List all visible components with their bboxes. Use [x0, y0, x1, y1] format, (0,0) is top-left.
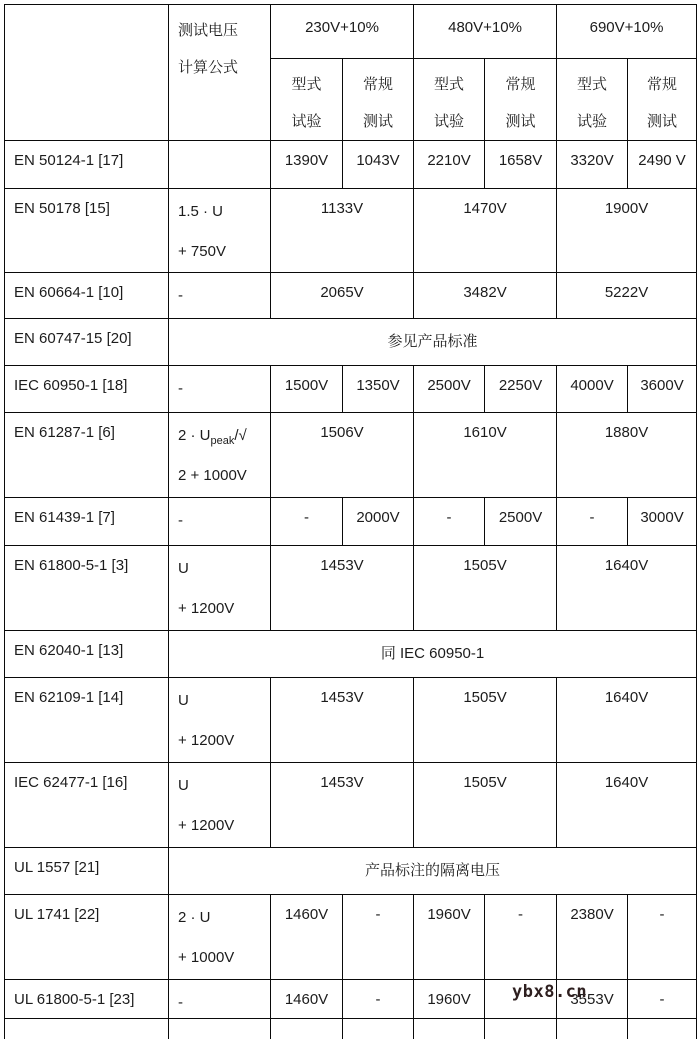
- standard-cell: EN 61439-1 [7]: [5, 498, 169, 546]
- table-row: [5, 319, 697, 366]
- value-cell: 1453V: [271, 763, 414, 848]
- cell-line: U: [178, 560, 189, 577]
- table-row: [5, 631, 697, 678]
- table-row: [5, 546, 697, 631]
- value-cell: 2250V: [485, 366, 557, 413]
- cell-line: U: [178, 777, 189, 794]
- cell-line: 型式: [434, 76, 465, 93]
- value-cell: 1390V: [271, 141, 343, 189]
- standard-cell: EN 60664-1 [10]: [5, 273, 169, 319]
- formula-cell: [169, 273, 271, 319]
- header-voltage-group: 230V+10%: [271, 5, 414, 59]
- formula-cell: [169, 895, 271, 980]
- value-cell: 1610V: [414, 413, 557, 498]
- cell-line: -: [178, 994, 183, 1011]
- cell-line: 型式: [577, 76, 608, 93]
- cell-line: 1.5 · U: [178, 203, 224, 220]
- value-cell: -: [343, 895, 414, 980]
- value-cell: 1043V: [343, 141, 414, 189]
- value-cell: 1460V: [271, 980, 343, 1019]
- table-row: [5, 895, 697, 980]
- value-cell: -: [628, 895, 697, 980]
- table-row: [5, 498, 697, 546]
- value-cell: 3482V: [414, 273, 557, 319]
- standard-cell: UL 1557 [21]: [5, 848, 169, 895]
- value-cell: 1133V: [271, 189, 414, 273]
- value-cell: 1640V: [557, 678, 697, 763]
- value-cell: 4000V: [557, 366, 628, 413]
- cell-line: 2 + 1000V: [178, 467, 247, 484]
- cell-line: -: [178, 287, 183, 304]
- table-row: [5, 413, 697, 498]
- header-corner: [5, 5, 169, 141]
- standard-cell: EN 62109-1 [14]: [5, 678, 169, 763]
- value-cell: 2065V: [271, 273, 414, 319]
- cell-line: 试验: [577, 113, 608, 130]
- cell-line: 试验: [434, 113, 465, 130]
- partial-cell: [343, 1019, 414, 1039]
- formula-cell: [169, 498, 271, 546]
- value-cell: 1658V: [485, 141, 557, 189]
- value-cell: 2500V: [414, 366, 485, 413]
- value-cell: 2380V: [557, 895, 628, 980]
- cell-line: 测试电压: [178, 22, 239, 39]
- standard-cell: EN 61287-1 [6]: [5, 413, 169, 498]
- table-row: [5, 763, 697, 848]
- value-cell: 2210V: [414, 141, 485, 189]
- header-subcolumn: [271, 59, 343, 141]
- standard-cell: EN 62040-1 [13]: [5, 631, 169, 678]
- partial-cell: [414, 1019, 485, 1039]
- formula-cell: [169, 678, 271, 763]
- header-voltage-group: 480V+10%: [414, 5, 557, 59]
- value-cell: 1505V: [414, 763, 557, 848]
- table-row: [5, 678, 697, 763]
- partial-row: [5, 1019, 697, 1039]
- value-cell: -: [628, 980, 697, 1019]
- table-body: [5, 141, 697, 1039]
- cell-line: -: [178, 380, 183, 397]
- table-row: [5, 273, 697, 319]
- value-cell: 2000V: [343, 498, 414, 546]
- value-cell: 1470V: [414, 189, 557, 273]
- merged-note-cell: 同 IEC 60950-1: [169, 631, 697, 678]
- formula-cell: [169, 980, 271, 1019]
- cell-line: + 1200V: [178, 600, 235, 617]
- table-row: [5, 189, 697, 273]
- cell-line: U: [178, 692, 189, 709]
- value-cell: 1640V: [557, 546, 697, 631]
- cell-line: + 1200V: [178, 732, 235, 749]
- value-cell: 2500V: [485, 498, 557, 546]
- partial-cell: [5, 1019, 169, 1039]
- formula-cell: [169, 413, 271, 498]
- voltage-table: [4, 4, 697, 1039]
- table-row: [5, 980, 697, 1019]
- cell-line: 测试: [505, 113, 536, 130]
- standard-cell: IEC 62477-1 [16]: [5, 763, 169, 848]
- value-cell: 1460V: [271, 895, 343, 980]
- value-cell: 3000V: [628, 498, 697, 546]
- formula-cell: [169, 366, 271, 413]
- standard-cell: EN 50124-1 [17]: [5, 141, 169, 189]
- header-subcolumn: [628, 59, 697, 141]
- cell-line: + 750V: [178, 243, 226, 260]
- standard-cell: EN 60747-15 [20]: [5, 319, 169, 366]
- value-cell: 1350V: [343, 366, 414, 413]
- cell-line: + 1200V: [178, 817, 235, 834]
- header-voltage-group: 690V+10%: [557, 5, 697, 59]
- standard-cell: UL 1741 [22]: [5, 895, 169, 980]
- header-formula-column: [169, 5, 271, 141]
- table-row: [5, 848, 697, 895]
- standard-cell: EN 61800-5-1 [3]: [5, 546, 169, 631]
- table-row: [5, 366, 697, 413]
- header-subcolumn: [343, 59, 414, 141]
- value-cell: 1960V: [414, 895, 485, 980]
- value-cell: 5222V: [557, 273, 697, 319]
- watermark: ybx8.cn: [512, 982, 588, 1002]
- partial-cell: [628, 1019, 697, 1039]
- header-subcolumn: [557, 59, 628, 141]
- cell-line: $2 \cdot U_{peak}/√$: [178, 427, 247, 447]
- partial-cell: [271, 1019, 343, 1039]
- standard-cell: UL 61800-5-1 [23]: [5, 980, 169, 1019]
- standard-cell: IEC 60950-1 [18]: [5, 366, 169, 413]
- value-cell: -: [557, 498, 628, 546]
- merged-note-cell: 参见产品标准: [169, 319, 697, 366]
- merged-note-cell: 产品标注的隔离电压: [169, 848, 697, 895]
- value-cell: 1880V: [557, 413, 697, 498]
- cell-line: 计算公式: [178, 59, 239, 76]
- value-cell: 3553V: [557, 980, 628, 1019]
- value-cell: 1960V: [414, 980, 485, 1019]
- standard-cell: EN 50178 [15]: [5, 189, 169, 273]
- value-cell: 1505V: [414, 678, 557, 763]
- cell-line: 试验: [291, 113, 322, 130]
- cell-line: 常规: [505, 76, 536, 93]
- formula-cell: [169, 141, 271, 189]
- formula-cell: [169, 546, 271, 631]
- table-row: [5, 141, 697, 189]
- cell-line: 常规: [647, 76, 678, 93]
- value-cell: 1506V: [271, 413, 414, 498]
- value-cell: 1640V: [557, 763, 697, 848]
- header-subcolumn: [485, 59, 557, 141]
- cell-line: -: [178, 512, 183, 529]
- value-cell: -: [485, 895, 557, 980]
- partial-cell: [169, 1019, 271, 1039]
- header-subcolumn: [414, 59, 485, 141]
- partial-cell: [485, 1019, 557, 1039]
- table-header: [5, 5, 697, 141]
- value-cell: 3320V: [557, 141, 628, 189]
- cell-line: 型式: [291, 76, 322, 93]
- value-cell: 1900V: [557, 189, 697, 273]
- value-cell: 2490 V: [628, 141, 697, 189]
- value-cell: -: [271, 498, 343, 546]
- value-cell: 1453V: [271, 678, 414, 763]
- value-cell: 1500V: [271, 366, 343, 413]
- cell-line: 测试: [647, 113, 678, 130]
- value-cell: -: [414, 498, 485, 546]
- partial-cell: [557, 1019, 628, 1039]
- value-cell: 1453V: [271, 546, 414, 631]
- cell-line: 常规: [363, 76, 394, 93]
- formula-cell: [169, 763, 271, 848]
- value-cell: 1505V: [414, 546, 557, 631]
- cell-line: + 1000V: [178, 949, 235, 966]
- cell-line: 2 · U: [178, 909, 211, 926]
- value-cell: 3600V: [628, 366, 697, 413]
- cell-line: 测试: [363, 113, 394, 130]
- value-cell: -: [343, 980, 414, 1019]
- formula-cell: [169, 189, 271, 273]
